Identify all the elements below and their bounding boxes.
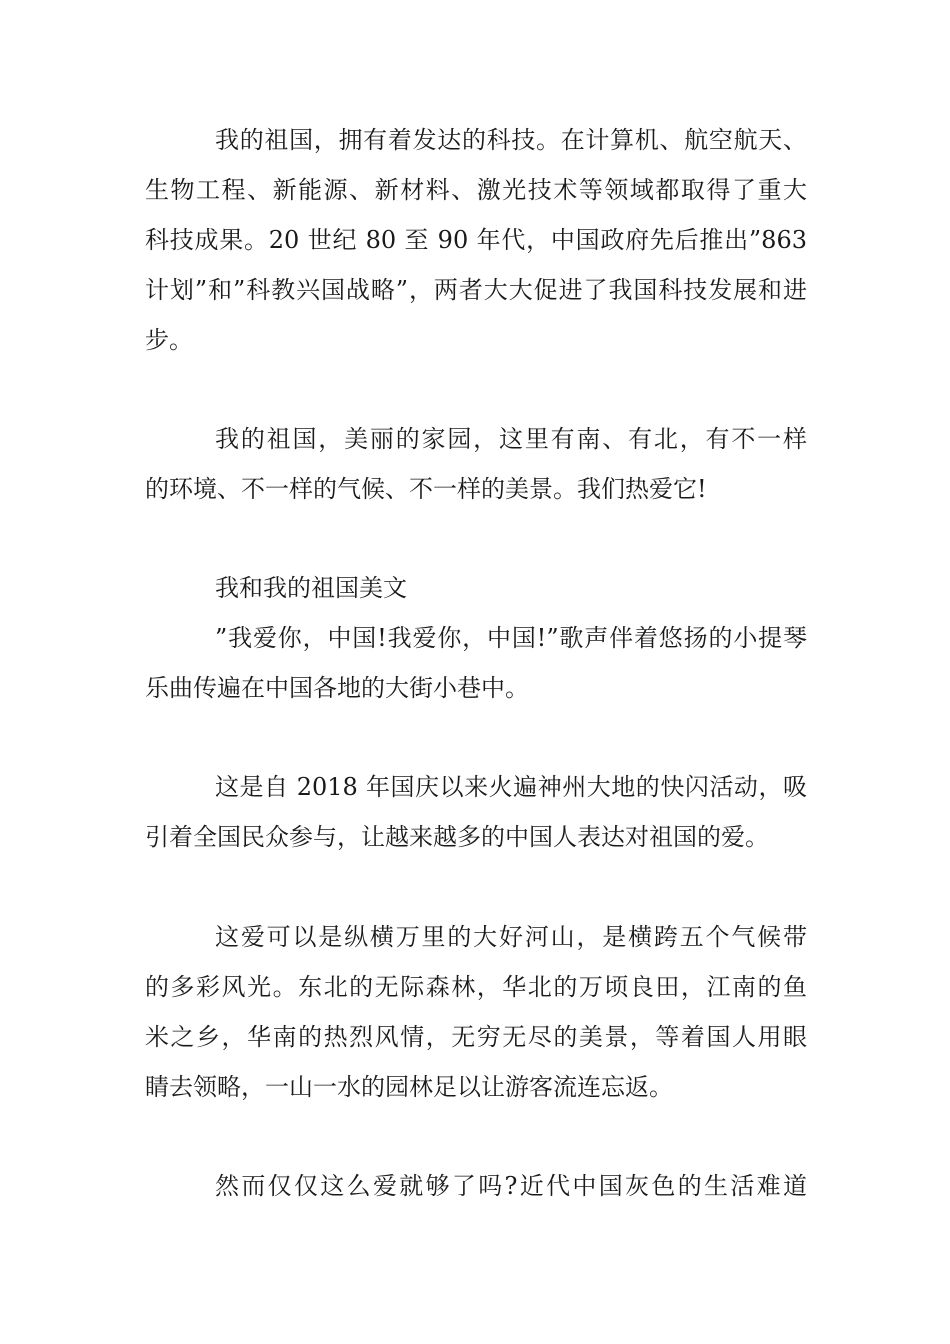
paragraph-line: 我的祖国，拥有着发达的科技。在计算机、航空航天、	[215, 126, 807, 154]
paragraph-line: 引着全国民众参与，让越来越多的中国人表达对祖国的爱。	[145, 823, 769, 851]
paragraph-line: 睛去领略，一山一水的园林足以让游客流连忘返。	[145, 1073, 673, 1101]
paragraph-line: 生物工程、新能源、新材料、激光技术等领域都取得了重大	[145, 176, 807, 204]
paragraph-line: 计划”和”科教兴国战略”，两者大大促进了我国科技发展和进	[145, 276, 807, 304]
paragraph-line: 这是自 2018 年国庆以来火遍神州大地的快闪活动，吸	[215, 773, 807, 801]
paragraph-line: 步。	[145, 326, 193, 354]
paragraph-line: 然而仅仅这么爱就够了吗?近代中国灰色的生活难道	[215, 1172, 807, 1200]
paragraph-line: 这爱可以是纵横万里的大好河山，是横跨五个气候带	[215, 923, 807, 951]
paragraph-line: 的环境、不一样的气候、不一样的美景。我们热爱它!	[145, 475, 707, 503]
paragraph-line: 米之乡，华南的热烈风情，无穷无尽的美景，等着国人用眼	[145, 1023, 807, 1051]
paragraph-line: 科技成果。20 世纪 80 至 90 年代，中国政府先后推出”863	[145, 226, 807, 254]
paragraph-line: ”我爱你，中国!我爱你，中国!”歌声伴着悠扬的小提琴	[215, 624, 807, 652]
paragraph-line: 我的祖国，美丽的家园，这里有南、有北，有不一样	[215, 425, 807, 453]
paragraph-line: 的多彩风光。东北的无际森林，华北的万顷良田，江南的鱼	[145, 973, 807, 1001]
paragraph-line: 乐曲传遍在中国各地的大街小巷中。	[145, 674, 529, 702]
section-heading: 我和我的祖国美文	[215, 574, 407, 602]
